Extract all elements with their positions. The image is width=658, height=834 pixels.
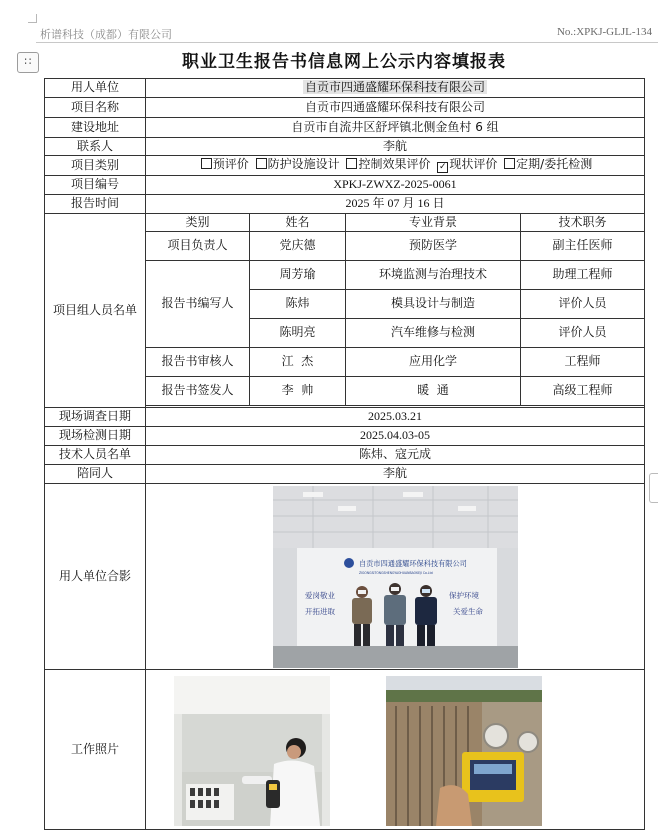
label-address: 建设地址 [45, 118, 146, 138]
member-name[interactable]: 李 帅 [250, 377, 346, 406]
value-project-no[interactable]: XPKJ-ZWXZ-2025-0061 [146, 176, 645, 195]
row-contact [45, 138, 645, 156]
row-site-test [45, 427, 645, 446]
value-employer[interactable] [146, 79, 645, 98]
checkbox-checked-icon[interactable]: ✓ [439, 162, 447, 172]
row-project-no [45, 176, 645, 195]
photo-slogan-left-2: 开拓进取 [304, 606, 335, 616]
member-name[interactable]: 陈炜 [250, 290, 346, 319]
checkbox-icon[interactable] [256, 158, 267, 169]
header-rule [36, 42, 658, 43]
team-header-title: 技术职务 [521, 214, 645, 232]
member-major[interactable]: 预防医学 [346, 232, 521, 261]
header-doc-number: No.:XPKJ-GLJL-134 [556, 26, 652, 38]
member-name[interactable]: 党庆德 [250, 232, 346, 261]
member-title[interactable]: 高级工程师 [521, 377, 645, 406]
label-team: 项目组人员名单 [45, 214, 146, 408]
row-employer [45, 79, 645, 98]
team-header-category: 类别 [146, 214, 250, 232]
row-site-survey [45, 408, 645, 427]
role-signer: 报告书签发人 [146, 377, 250, 406]
row-tech-staff [45, 446, 645, 465]
label-group-photo: 用人单位合影 [45, 484, 146, 670]
member-major[interactable]: 应用化学 [346, 348, 521, 377]
value-escort[interactable]: 李航 [146, 465, 645, 484]
member-title[interactable]: 助理工程师 [521, 261, 645, 290]
value-contact[interactable]: 李航 [146, 138, 645, 156]
value-project-name[interactable]: 自贡市四通盛耀环保科技有限公司 [146, 98, 645, 118]
member-title[interactable]: 评价人员 [521, 290, 645, 319]
role-reviewer: 报告书审核人 [146, 348, 250, 377]
checkbox-icon[interactable] [504, 158, 515, 169]
table-move-handle-icon[interactable]: ∷ [17, 52, 39, 73]
value-site-test[interactable]: 2025.04.03-05 [146, 427, 645, 446]
member-title[interactable]: 评价人员 [521, 319, 645, 348]
member-major[interactable]: 环境监测与治理技术 [346, 261, 521, 290]
label-site-survey: 现场调查日期 [45, 408, 146, 427]
label-site-test: 现场检测日期 [45, 427, 146, 446]
label-report-time: 报告时间 [45, 195, 146, 214]
photo-slogan-right-1: 保护环境 [448, 590, 479, 600]
label-employer: 用人单位 [45, 79, 146, 98]
work-photo-site-image[interactable] [386, 676, 542, 826]
row-group-photo [45, 484, 645, 670]
category-option[interactable]: 预评价 [198, 157, 249, 171]
photo-sign-en: ZIGONGSITONGSHENGYAOHUANBAOKEJI Co.Ltd [358, 570, 433, 575]
member-name[interactable]: 江 杰 [250, 348, 346, 377]
role-writer: 报告书编写人 [146, 261, 250, 348]
role-leader: 项目负责人 [146, 232, 250, 261]
value-site-survey[interactable]: 2025.03.21 [146, 408, 645, 427]
header-company: 析谱科技（成都）有限公司 [40, 28, 172, 41]
team-header-row [45, 214, 645, 232]
disclosure-form-table [44, 78, 645, 830]
page-corner-mark [28, 14, 37, 23]
member-major[interactable]: 汽车维修与检测 [346, 319, 521, 348]
member-major[interactable]: 暖 通 [346, 377, 521, 406]
row-address [45, 118, 645, 138]
photo-sign-company: 自贡市四通盛耀环保科技有限公司 [358, 558, 467, 568]
value-work-photo [146, 670, 645, 830]
value-tech-staff[interactable]: 陈炜、寇元成 [146, 446, 645, 465]
label-work-photo: 工作照片 [45, 670, 146, 830]
member-title[interactable]: 工程师 [521, 348, 645, 377]
company-logo-icon [344, 558, 354, 568]
row-escort [45, 465, 645, 484]
photo-slogan-right-2: 关爱生命 [452, 606, 483, 616]
label-contact: 联系人 [45, 138, 146, 156]
value-group-photo [146, 484, 645, 670]
value-report-time[interactable]: 2025 年 07 月 16 日 [146, 195, 645, 214]
category-option[interactable]: 控制效果评价 [343, 157, 430, 171]
page-title: 职业卫生报告书信息网上公示内容填报表 [182, 52, 506, 72]
label-project-no: 项目编号 [45, 176, 146, 195]
value-address[interactable]: 自贡市自流井区舒坪镇北侧金鱼村 6 组 [146, 118, 645, 138]
member-name[interactable]: 周芳瑜 [250, 261, 346, 290]
photo-slogan-left-1: 爱岗敬业 [304, 590, 335, 600]
value-category [146, 156, 645, 176]
row-category [45, 156, 645, 176]
member-title[interactable]: 副主任医师 [521, 232, 645, 261]
work-photo-lab-image[interactable] [174, 676, 330, 826]
team-header-major: 专业背景 [346, 214, 521, 232]
member-name[interactable]: 陈明亮 [250, 319, 346, 348]
category-option[interactable]: ✓ 现状评价 [439, 157, 498, 172]
category-option[interactable]: 防护设施设计 [253, 157, 340, 171]
label-category: 项目类别 [45, 156, 146, 176]
checkbox-icon[interactable] [201, 158, 212, 169]
label-project-name: 项目名称 [45, 98, 146, 118]
checkbox-icon[interactable] [346, 158, 357, 169]
label-tech-staff: 技术人员名单 [45, 446, 146, 465]
row-project-name [45, 98, 645, 118]
row-report-time [45, 195, 645, 214]
team-header-name: 姓名 [250, 214, 346, 232]
category-option[interactable]: 定期/委托检测 [501, 157, 592, 171]
row-work-photo [45, 670, 645, 830]
employer-text: 自贡市四通盛耀环保科技有限公司 [305, 80, 486, 95]
side-panel-toggle[interactable] [649, 473, 658, 503]
group-photo-image[interactable] [273, 486, 518, 668]
label-escort: 陪同人 [45, 465, 146, 484]
member-major[interactable]: 模具设计与制造 [346, 290, 521, 319]
